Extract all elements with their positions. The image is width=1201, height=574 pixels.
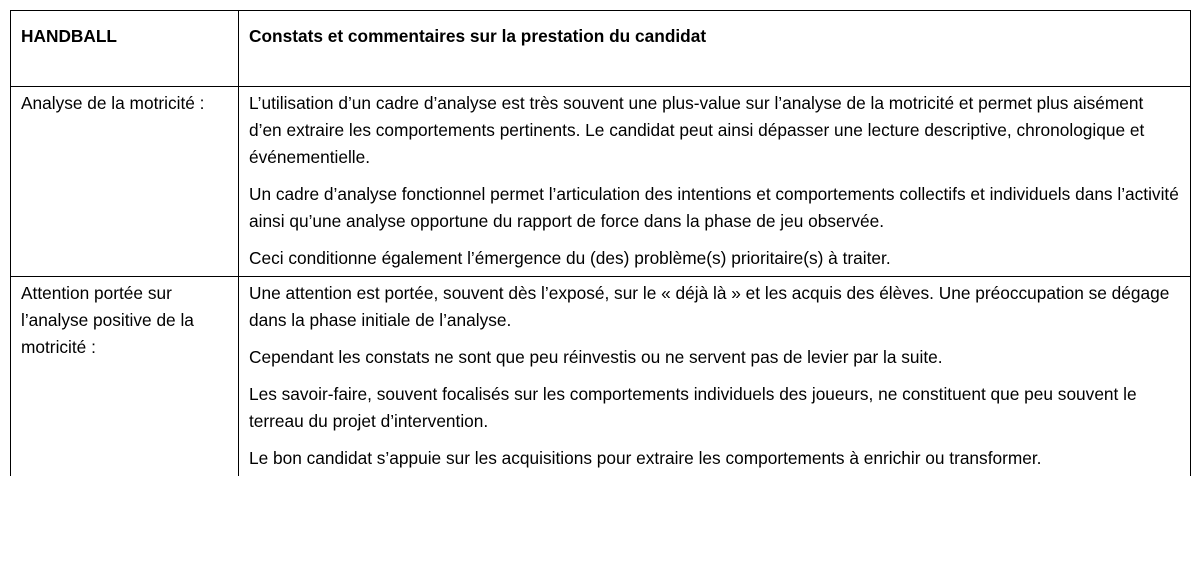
header-comments: Constats et commentaires sur la prestation du candidat bbox=[239, 11, 1191, 87]
row-label-attention-positive: Attention portée sur l’analyse positive de la motricité : bbox=[11, 277, 239, 477]
comment-paragraph: Un cadre d’analyse fonctionnel permet l’articulation des intentions et comportements collectifs et individuels dans l’activité ainsi qu’une analyse opportune du rapport de force dans la phase de jeu observée. bbox=[249, 184, 1179, 231]
table-row bbox=[11, 277, 1191, 477]
row-content-analyse-motricite bbox=[239, 87, 1191, 277]
comment-paragraph: L’utilisation d’un cadre d’analyse est très souvent une plus-value sur l’analyse de la motricité et permet plus aisément d’en extraire les comportements pertinents. Le candidat peut ainsi dépasser une lecture descriptive, chronologique et événementielle. bbox=[249, 93, 1145, 167]
evaluation-table bbox=[10, 10, 1191, 476]
comment-paragraph: Cependant les constats ne sont que peu réinvestis ou ne servent pas de levier par la suite. bbox=[249, 347, 943, 367]
comment-paragraph: Les savoir-faire, souvent focalisés sur les comportements individuels des joueurs, ne constituent que peu souvent le terreau du projet d’intervention. bbox=[249, 384, 1137, 431]
header-sport: HANDBALL bbox=[11, 11, 239, 87]
row-content-attention-positive bbox=[239, 277, 1191, 477]
table-header-row bbox=[11, 11, 1191, 87]
comment-paragraph: Le bon candidat s’appuie sur les acquisitions pour extraire les comportements à enrichir ou transformer. bbox=[249, 448, 1042, 468]
comment-paragraph: Une attention est portée, souvent dès l’exposé, sur le « déjà là » et les acquis des élèves. Une préoccupation se dégage dans la phase initiale de l’analyse. bbox=[249, 283, 1170, 330]
table-row bbox=[11, 87, 1191, 277]
comment-paragraph: Ceci conditionne également l’émergence du (des) problème(s) prioritaire(s) à traiter. bbox=[249, 248, 891, 268]
row-label-analyse-motricite: Analyse de la motricité : bbox=[11, 87, 239, 277]
